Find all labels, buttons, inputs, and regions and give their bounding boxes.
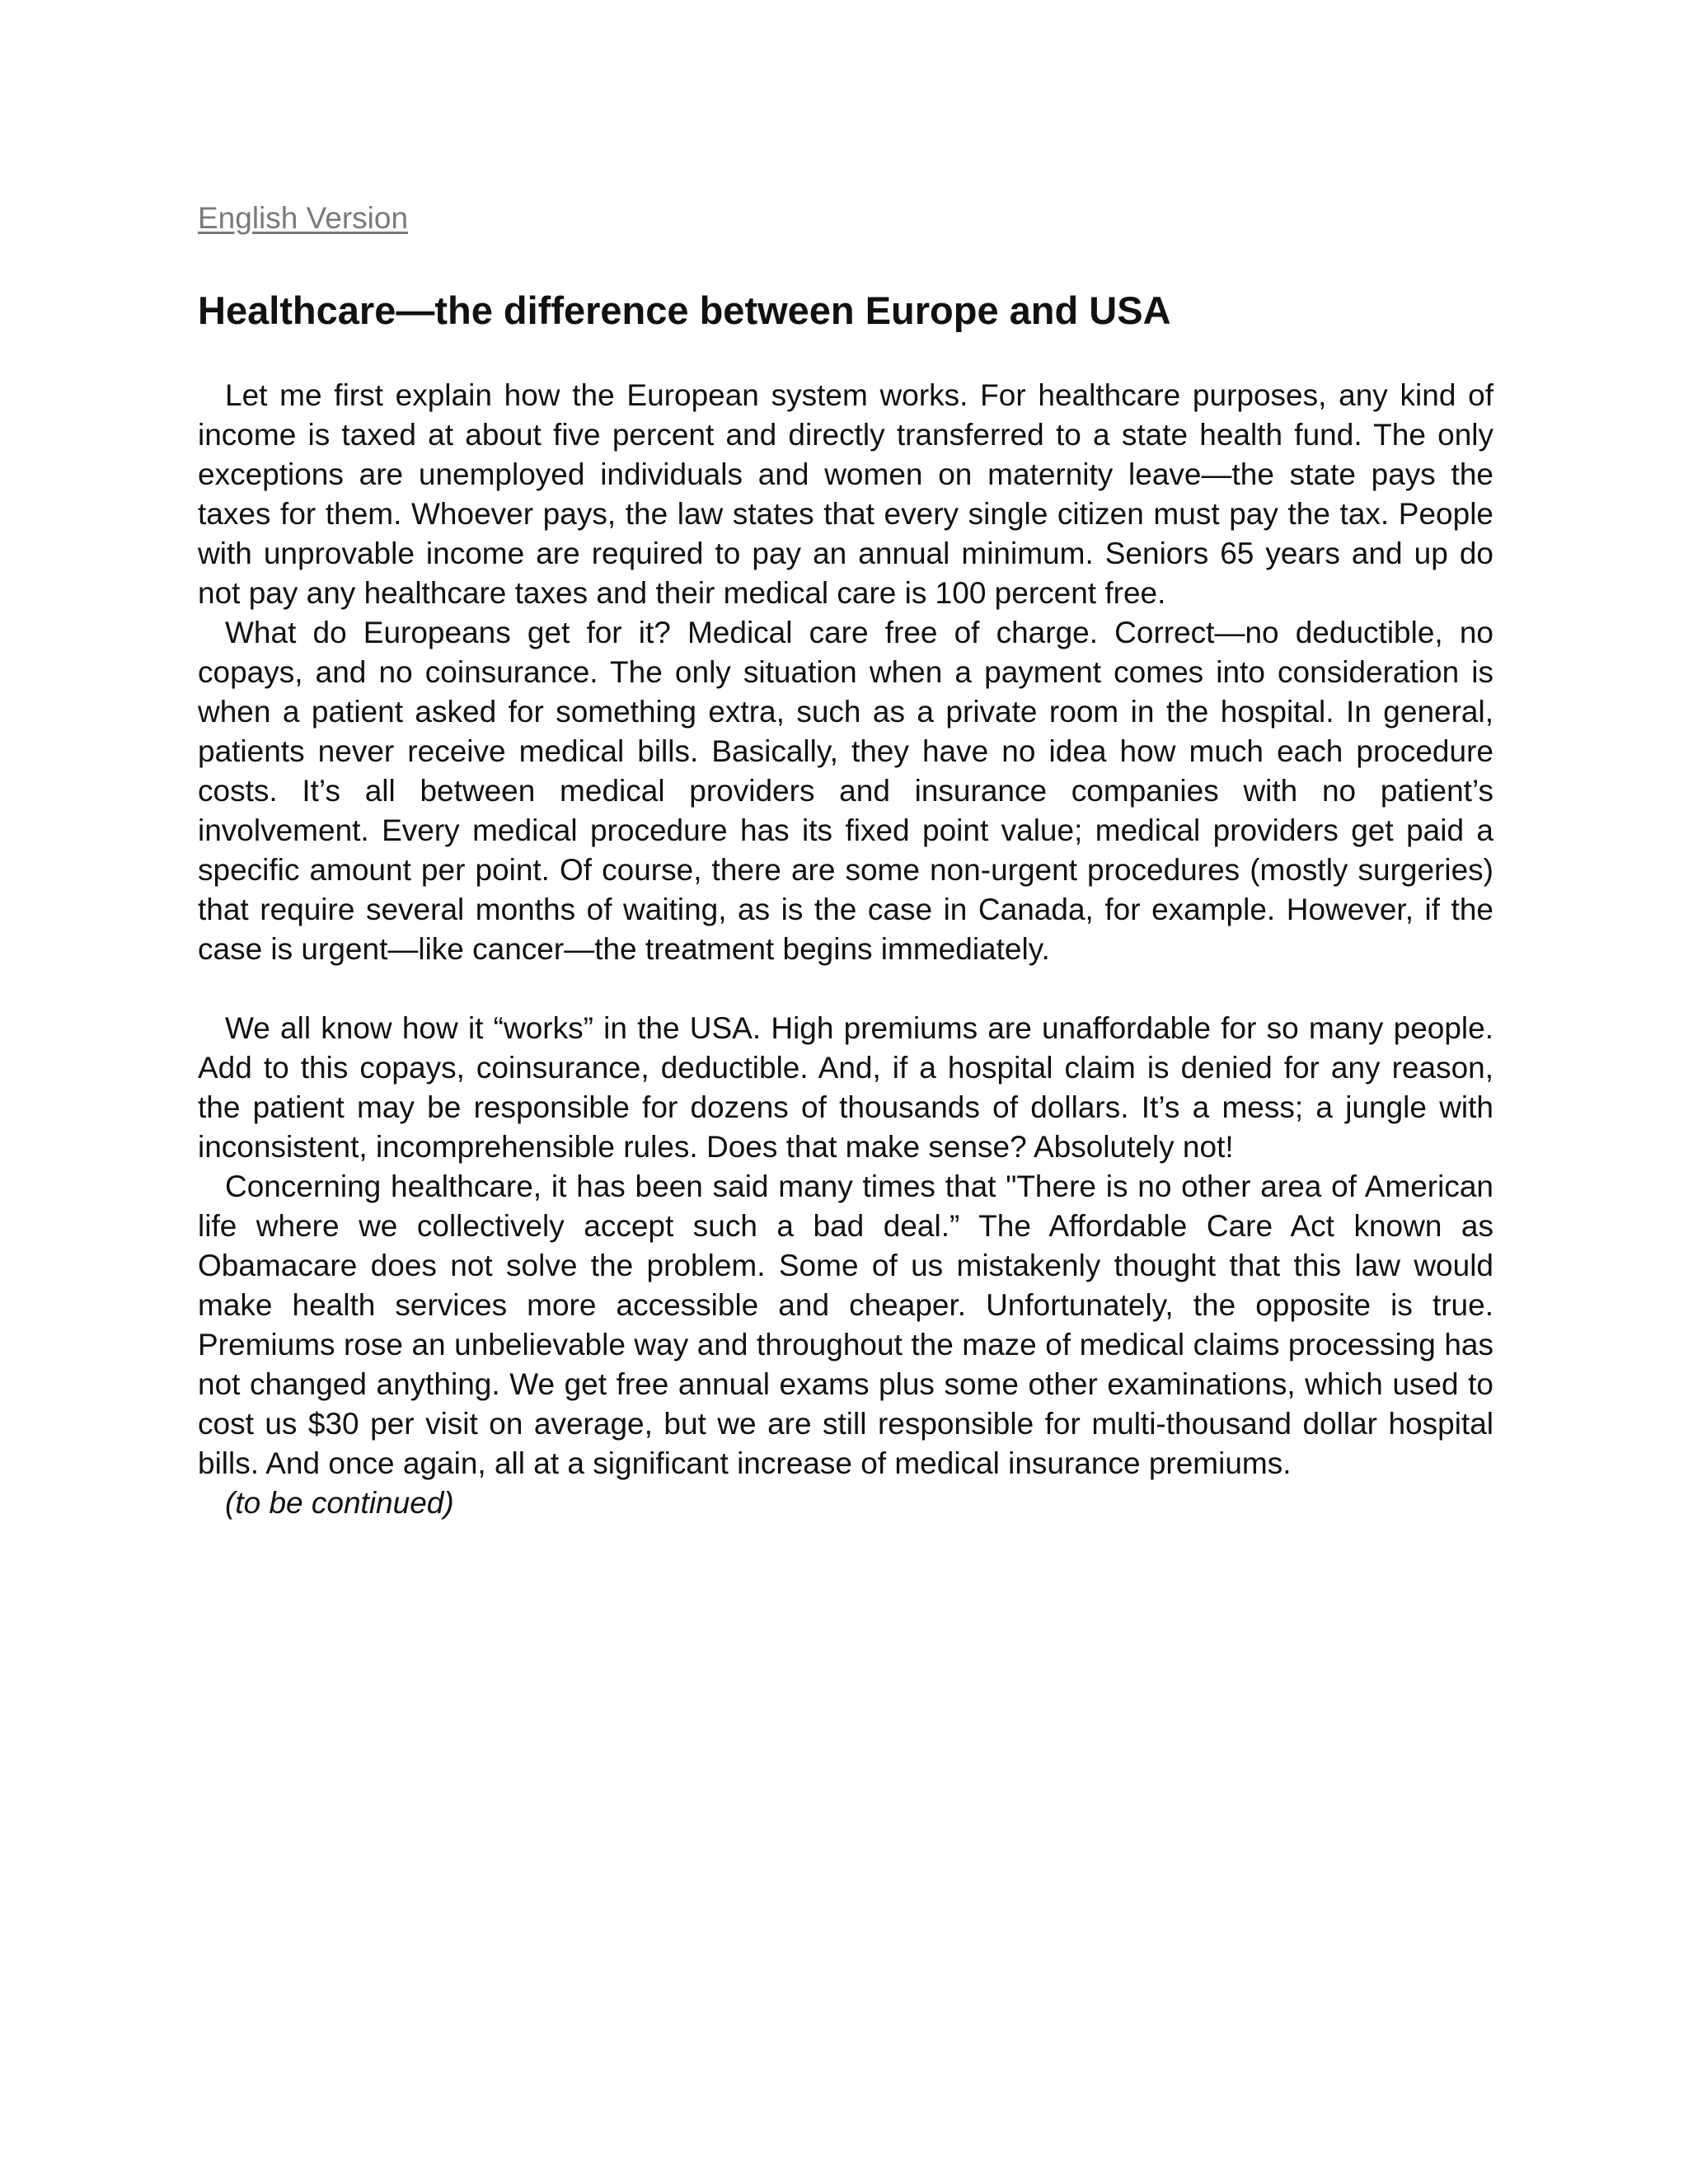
- article-body: [198, 376, 1493, 1523]
- article-title: Healthcare—the difference between Europe and USA: [198, 288, 1171, 332]
- paragraph-usa-system: We all know how it “works” in the USA. High premiums are unaffordable for so many people. Add to this copays, coinsurance, deductible. And, if a hospital claim is denied for any reason, the patient may be responsible for dozens of thousands of dollars. It’s a mess; a jungle with inconsistent, incomprehensible rules. Does that make sense? Absolutely not!: [198, 1011, 1493, 1164]
- paragraph-obamacare: Concerning healthcare, it has been said many times that "There is no other area of American life where we collectively accept such a bad deal.” The Affordable Care Act known as Obamacare does not solve the problem. Some of us mistakenly thought that this law would make health services more accessible and cheaper. Unfortunately, the opposite is true. Premiums rose an unbelievable way and throughout the maze of medical claims processing has not changed anything. We get free annual exams plus some other examinations, which used to cost us $30 per visit on average, but we are still responsible for multi-thousand dollar hospital bills. And once again, all at a significant increase of medical insurance premiums.: [198, 1169, 1493, 1480]
- paragraph-europe-system: Let me first explain how the European system works. For healthcare purposes, any kind of income is taxed at about five percent and directly transferred to a state health fund. The only exceptions are unemployed individuals and women on maternity leave—the state pays the taxes for them. Whoever pays, the law states that every single citizen must pay the tax. People with unprovable income are required to pay an annual minimum. Seniors 65 years and up do not pay any healthcare taxes and their medical care is 100 percent free.: [198, 378, 1493, 610]
- paragraph-gap: [198, 969, 1493, 1009]
- paragraph-europe-benefits: What do Europeans get for it? Medical care free of charge. Correct—no deductible, no copays, and no coinsurance. The only situation when a payment comes into consideration is when a patient asked for something extra, such as a private room in the hospital. In general, patients never receive medical bills. Basically, they have no idea how much each procedure costs. It’s all between medical providers and insurance companies with no patient’s involvement. Every medical procedure has its fixed point value; medical providers get paid a specific amount per point. Of course, there are some non-urgent procedures (mostly surgeries) that require several months of waiting, as is the case in Canada, for example. However, if the case is urgent—like cancer—the treatment begins immediately.: [198, 616, 1493, 966]
- to-be-continued-note: (to be continued): [225, 1486, 454, 1520]
- english-version-link[interactable]: English Version: [198, 201, 409, 235]
